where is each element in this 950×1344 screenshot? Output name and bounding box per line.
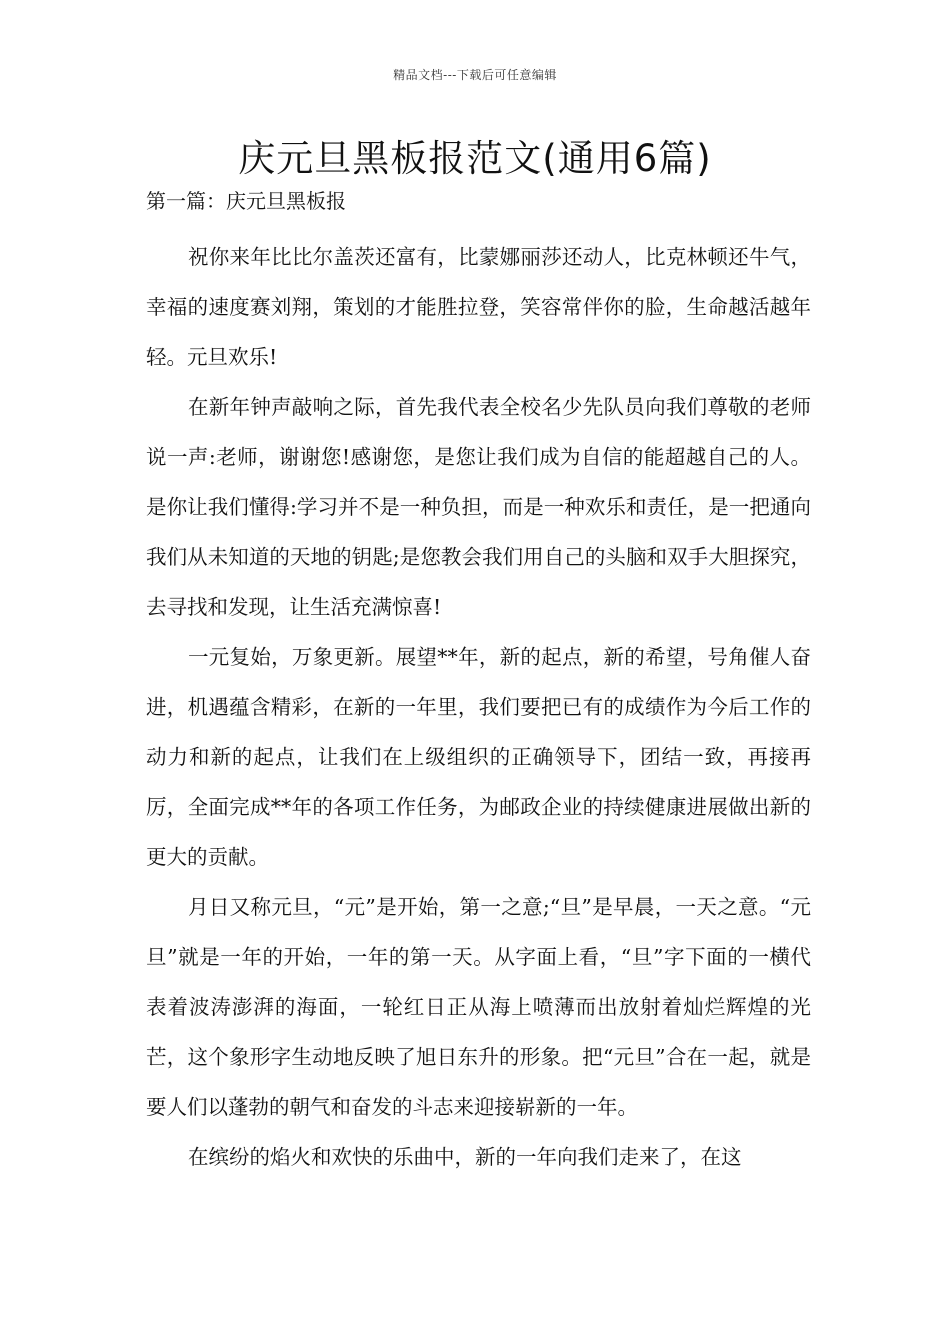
paragraph: 祝你来年比比尔盖茨还富有，比蒙娜丽莎还动人，比克林顿还牛气，幸福的速度赛刘翔，策划的才能胜拉登，笑容常伴你的脸，生命越活越年轻。元旦欢乐! [146,245,811,369]
paragraph: 一元复始，万象更新。展望**年，新的起点，新的希望，号角催人奋进，机遇蕴含精彩，在新的一年里，我们要把已有的成绩作为今后工作的动力和新的起点，让我们在上级组织的正确领导下，团结一致，再接再厉，全面完成**年的各项工作任务，为邮政企业的持续健康进展做出新的更大的贡献。 [146,645,811,869]
document-title: 庆元旦黑板报范文(通用6篇) [238,137,712,180]
paragraph: 在新年钟声敲响之际，首先我代表全校名少先队员向我们尊敬的老师说一声:老师，谢谢您!感谢您，是您让我们成为自信的能超越自己的人。是你让我们懂得:学习并不是一种负担，而是一种欢乐和责任，是一把通向我们从未知道的天地的钥匙;是您教会我们用自己的头脑和双手大胆探究，去寻找和发现，让生活充满惊喜! [146,395,811,619]
document-body [146,182,811,1182]
section-heading: 第一篇：庆元旦黑板报 [146,189,346,213]
header-note: 精品文档---下载后可任意编辑 [393,68,557,82]
paragraph: 月日又称元旦，“元”是开始，第一之意;“旦”是早晨，一天之意。“元旦”就是一年的开始，一年的第一天。从字面上看，“旦”字下面的一横代表着波涛澎湃的海面，一轮红日正从海上喷薄而出放射着灿烂辉煌的光芒，这个象形字生动地反映了旭日东升的形象。把“元旦”合在一起，就是要人们以蓬勃的朝气和奋发的斗志来迎接崭新的一年。 [146,895,811,1119]
paragraph: 在缤纷的焰火和欢快的乐曲中，新的一年向我们走来了，在这 [188,1145,742,1169]
